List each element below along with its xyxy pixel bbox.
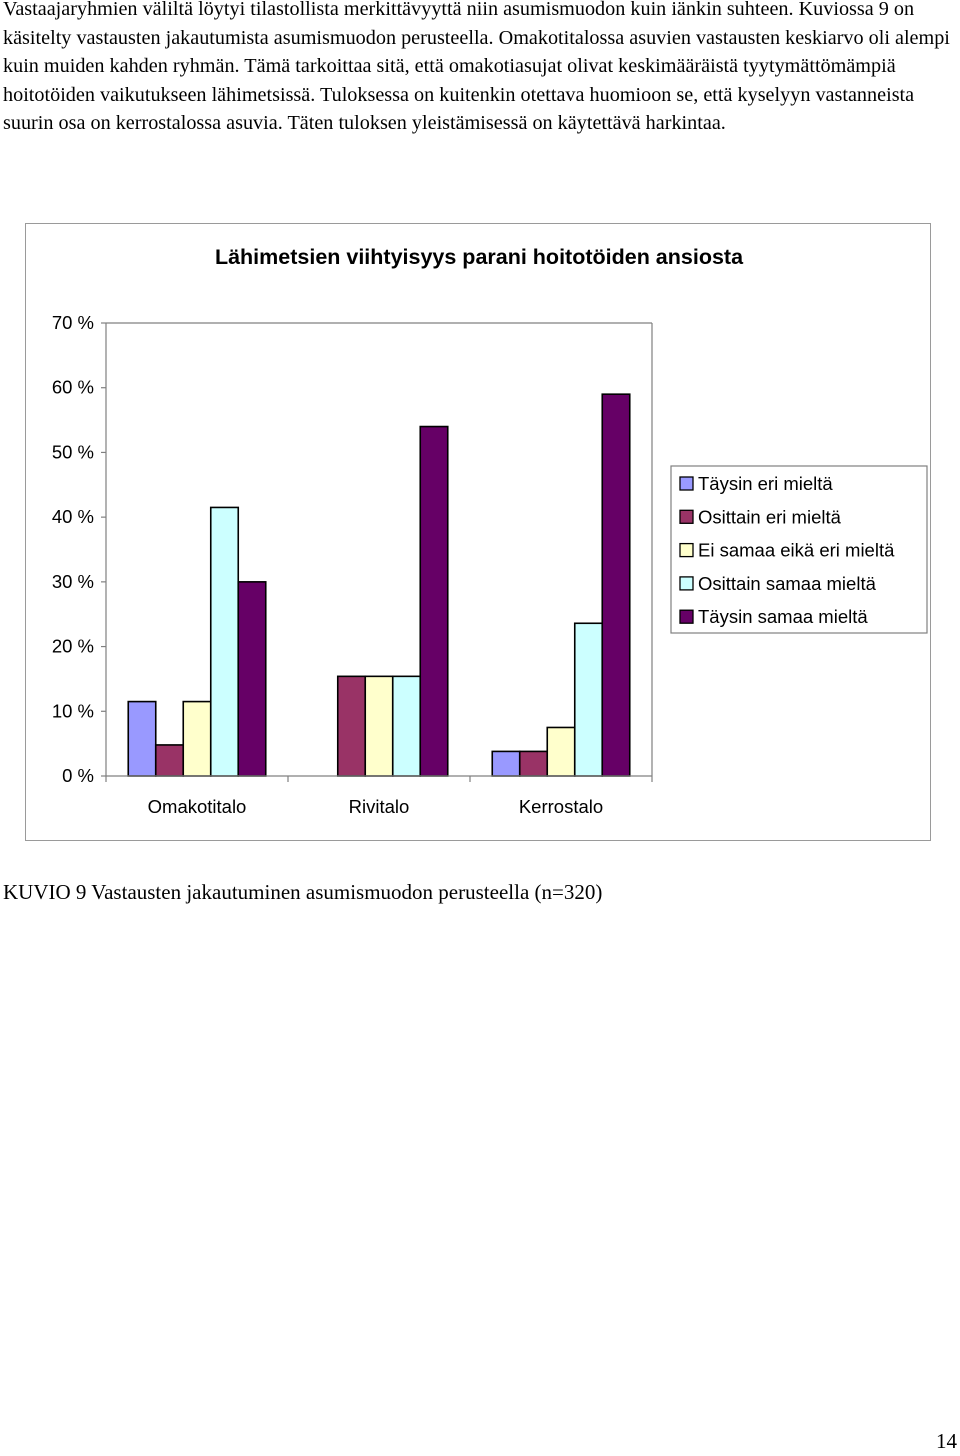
figure-caption: KUVIO 9 Vastausten jakautuminen asumismuodon perusteella (n=320) (3, 880, 603, 904)
y-tick-label: 40 % (51, 506, 94, 528)
bar-rivitalo-series-3 (365, 676, 393, 776)
y-tick-label: 70 % (51, 312, 94, 333)
bar-rivitalo-series-4 (393, 676, 421, 776)
bar-omakotitalo-series-3 (183, 702, 211, 776)
bar-rivitalo-series-5 (420, 427, 448, 776)
bar-rivitalo-series-2 (338, 676, 366, 776)
y-tick-label: 60 % (51, 376, 94, 398)
x-tick-label: Omakotitalo (147, 796, 247, 817)
legend-swatch-5 (680, 610, 693, 623)
legend-label-5: Täysin samaa mieltä (698, 606, 868, 628)
x-tick-label: Kerrostalo (518, 796, 604, 817)
x-tick-label: Rivitalo (348, 796, 410, 817)
y-tick-label: 20 % (51, 635, 94, 657)
bar-kerrostalo-series-2 (520, 751, 548, 776)
y-tick-label: 50 % (51, 441, 94, 463)
legend-label-1: Täysin eri mieltä (698, 473, 833, 494)
bar-omakotitalo-series-1 (128, 702, 156, 776)
bar-kerrostalo-series-1 (492, 751, 520, 776)
legend-swatch-2 (680, 510, 693, 523)
legend-swatch-4 (680, 577, 693, 590)
bar-omakotitalo-series-2 (156, 745, 184, 776)
legend-label-2: Osittain eri mieltä (698, 506, 841, 528)
bar-kerrostalo-series-4 (575, 623, 603, 776)
bar-kerrostalo-series-5 (602, 394, 630, 776)
bar-chart (25, 223, 931, 841)
chart-canvas (26, 224, 932, 842)
bar-omakotitalo-series-4 (211, 507, 239, 776)
y-tick-label: 10 % (51, 700, 94, 722)
page-number: 14 (936, 1429, 957, 1453)
legend-label-4: Osittain samaa mieltä (698, 572, 876, 594)
legend-swatch-3 (680, 544, 693, 557)
y-tick-label: 30 % (51, 570, 94, 592)
y-tick-label: 0 % (62, 765, 94, 786)
legend-swatch-1 (680, 477, 693, 490)
bar-omakotitalo-series-5 (238, 582, 266, 776)
chart-title: Lähimetsien viihtyisyys parani hoitotöiden ansiosta (214, 245, 744, 269)
bar-kerrostalo-series-3 (547, 727, 575, 776)
legend-label-3: Ei samaa eikä eri mieltä (698, 539, 895, 561)
body-paragraph: Vastaajaryhmien väliltä löytyi tilastollista merkittävyyttä niin asumismuodon kuin iänkin suhteen. Kuviossa 9 on käsitelty vastausten jakautumista asumismuodon perusteella. Omakotitalossa asuvien vastausten keskiarvo oli alempi kuin muiden kahden ryhmän. Tämä tarkoittaa sitä, että omakotiasujat olivat keskimääräistä tyytymättömämpiä hoitotöiden vaikutukseen lähimetsissä. Tuloksessa on kuitenkin otettava huomioon se, että kyselyyn vastanneista suurin osa on kerrostalossa asuvia. Täten tuloksen yleistämisessä on käytettävä harkintaa. (3, 0, 950, 134)
